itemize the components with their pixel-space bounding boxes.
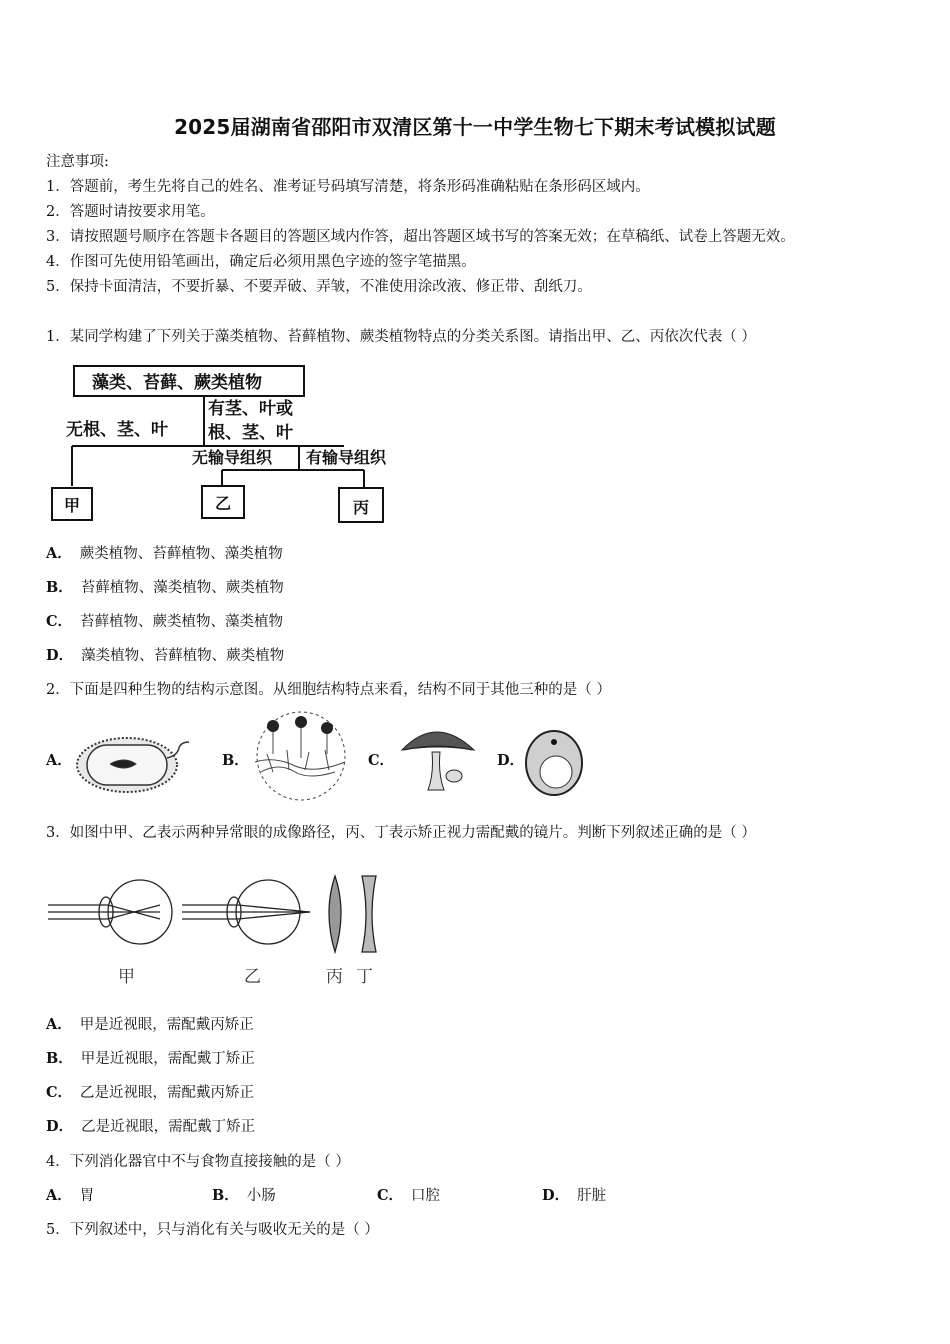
q3-eye-lens-figure xyxy=(48,872,388,992)
q1-option-a: A． 蕨类植物、苔藓植物、藻类植物 xyxy=(46,545,283,562)
q3-option-d: D． 乙是近视眼，需配戴丁矫正 xyxy=(46,1118,256,1135)
diagram-right-branch-line1: 有茎、叶或 xyxy=(208,399,293,419)
notice-item: 5．保持卡面清洁，不要折暴、不要弄破、弄皱，不准使用涂改液、修正带、刮纸刀。 xyxy=(46,279,592,295)
notice-item: 3．请按照题号顺序在答题卡各题目的答题区域内作答，超出答题区域书写的答案无效；在草稿纸、试卷上答题无效。 xyxy=(46,229,795,245)
q1-stem: 1．某同学构建了下列关于藻类植物、苔藓植物、蕨类植物特点的分类关系图。请指出甲、乙、丙依次代表（ ） xyxy=(46,329,756,345)
q3-option-b: B． 甲是近视眼，需配戴丁矫正 xyxy=(46,1050,255,1067)
q3-option-a: A． 甲是近视眼，需配戴丙矫正 xyxy=(46,1016,254,1033)
q1-classification-diagram xyxy=(44,360,424,530)
page-title: 2025届湖南省邵阳市双清区第十一中学生物七下期末考试模拟试题 xyxy=(174,115,776,139)
q3-option-c: C． 乙是近视眼，需配戴丙矫正 xyxy=(46,1084,255,1101)
diagram-has-tissue-label: 有输导组织 xyxy=(306,448,387,467)
q4-stem: 4．下列消化器官中不与食物直接接触的是（ ） xyxy=(46,1154,350,1170)
q2-label-b: B． xyxy=(222,752,249,769)
diagram-right-branch-line2: 根、茎、叶 xyxy=(208,423,293,443)
q2-label-a: A． xyxy=(46,752,72,769)
q4-option-d: D． 肝脏 xyxy=(542,1187,607,1204)
q3-stem: 3．如图中甲、乙表示两种异常眼的成像路径，丙、丁表示矫正视力需配戴的镜片。判断下列叙述正确的是（ ） xyxy=(46,825,756,841)
notice-item: 1．答题前，考生先将自己的姓名、准考证号码填写清楚，将条形码准确粘贴在条形码区域内。 xyxy=(46,179,650,195)
bacterium-image xyxy=(72,728,194,798)
q4-option-c: C． 口腔 xyxy=(377,1187,441,1204)
mold-image xyxy=(247,710,355,802)
q1-option-b: B． 苔藓植物、藻类植物、蕨类植物 xyxy=(46,579,284,596)
q4-option-b: B． 小肠 xyxy=(212,1187,276,1204)
q2-label-c: C． xyxy=(368,752,395,769)
notice-item: 4．作图可先使用铅笔画出，确定后必须用黑色字迹的签字笔描黑。 xyxy=(46,254,476,270)
notice-heading: 注意事项: xyxy=(46,154,109,170)
diagram-box-yi: 乙 xyxy=(215,494,232,513)
notice-item: 2．答题时请按要求用笔。 xyxy=(46,204,215,220)
diagram-box-bing: 丙 xyxy=(353,498,370,517)
diagram-left-branch-label: 无根、茎、叶 xyxy=(66,420,168,440)
yeast-cell-image xyxy=(524,728,586,798)
q2-stem: 2．下面是四种生物的结构示意图。从细胞结构特点来看，结构不同于其他三种的是（ ） xyxy=(46,682,611,698)
diagram-box-jia: 甲 xyxy=(64,496,81,515)
fig-label-yi: 乙 xyxy=(244,967,261,987)
q2-label-d: D． xyxy=(497,752,525,769)
diagram-no-tissue-label: 无输导组织 xyxy=(192,448,273,467)
fig-label-ding: 丁 xyxy=(356,967,373,987)
q1-option-d: D． 藻类植物、苔藓植物、蕨类植物 xyxy=(46,647,285,664)
q4-option-a: A． 胃 xyxy=(46,1187,95,1204)
fig-label-jia: 甲 xyxy=(118,967,135,987)
mushroom-image xyxy=(398,720,478,796)
q5-stem: 5．下列叙述中，只与消化有关与吸收无关的是（ ） xyxy=(46,1222,379,1238)
q1-option-c: C． 苔藓植物、蕨类植物、藻类植物 xyxy=(46,613,284,630)
diagram-top-label: 藻类、苔藓、蕨类植物 xyxy=(92,373,262,393)
fig-label-bing: 丙 xyxy=(326,967,343,987)
